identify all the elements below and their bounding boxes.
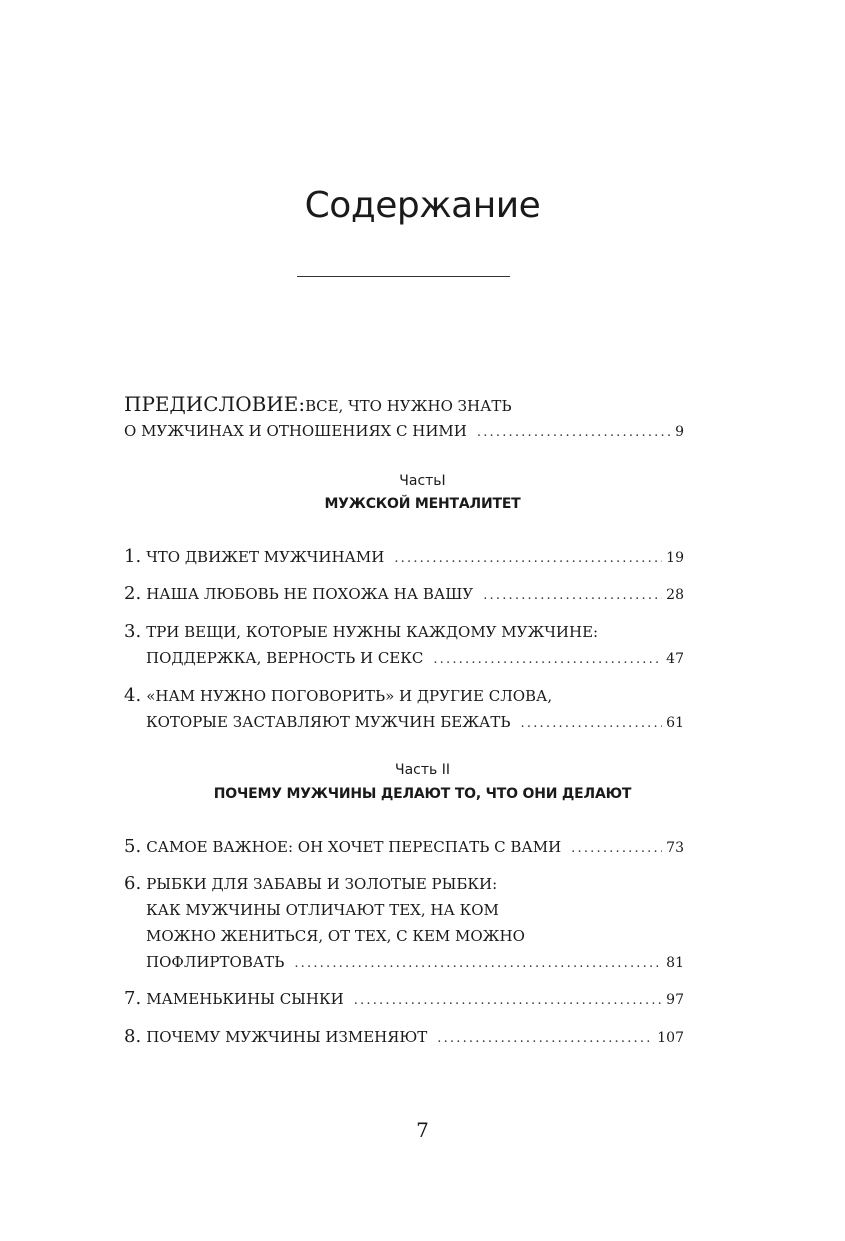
chapter-title-continued: ПОДДЕРЖКА, ВЕРНОСТЬ И СЕКС [146,649,424,667]
toc-entry-7[interactable] [124,986,684,1012]
toc-entry-4-line-1[interactable] [124,683,684,709]
chapter-number: 6. [124,873,142,894]
preface-lead: ПРЕДИСЛОВИЕ: [124,392,306,416]
chapter-title: МАМЕНЬКИНЫ СЫНКИ [146,990,344,1008]
toc-entry-1[interactable] [124,544,684,570]
part-2-label: Часть II [395,762,450,778]
chapter-title-continued: КАК МУЖЧИНЫ ОТЛИЧАЮТ ТЕХ, НА КОМ [146,901,499,919]
chapter-number: 7. [124,988,142,1009]
chapter-title: САМОЕ ВАЖНОЕ: ОН ХОЧЕТ ПЕРЕСПАТЬ С ВАМИ [146,838,562,856]
chapter-number: 1. [124,546,142,567]
part-2-title: ПОЧЕМУ МУЖЧИНЫ ДЕЛАЮТ ТО, ЧТО ОНИ ДЕЛАЮТ [213,786,632,802]
chapter-title: РЫБКИ ДЛЯ ЗАБАВЫ И ЗОЛОТЫЕ РЫБКИ: [146,875,498,893]
page-number: 9 [675,424,684,440]
chapter-title: ПОЧЕМУ МУЖЧИНЫ ИЗМЕНЯЮТ [146,1028,428,1046]
preface-title-line-1: ВСЕ, ЧТО НУЖНО ЗНАТЬ [305,397,512,415]
chapter-title: НАША ЛЮБОВЬ НЕ ПОХОЖА НА ВАШУ [146,585,474,603]
chapter-number: 5. [124,836,142,857]
chapter-title-continued: МОЖНО ЖЕНИТЬСЯ, ОТ ТЕХ, С КЕМ МОЖНО [146,927,525,945]
chapter-number: 2. [124,583,142,604]
part-1-label: ЧастьI [399,473,446,489]
page-title: Содержание [304,185,541,226]
chapter-number: 8. [124,1026,142,1047]
preface-title-line-2: О МУЖЧИНАХ И ОТНОШЕНИЯХ С НИМИ [124,422,467,440]
chapter-title-continued: КОТОРЫЕ ЗАСТАВЛЯЮТ МУЖЧИН БЕЖАТЬ [146,713,511,731]
leader-dots [394,546,662,572]
toc-entry-5[interactable] [124,834,684,860]
title-divider [297,276,510,277]
page-number: 107 [657,1030,684,1046]
leader-dots [433,647,662,673]
leader-dots [354,988,662,1014]
toc-entry-6-line-4[interactable] [146,949,684,975]
toc-entry-4-line-2[interactable] [146,709,684,735]
toc-entry-2[interactable] [124,581,684,607]
chapter-title-continued: ПОФЛИРТОВАТЬ [146,953,285,971]
page-number: 73 [666,840,684,856]
page-number: 97 [666,992,684,1008]
preface-line-2[interactable] [124,418,684,444]
toc-entry-3-line-1[interactable] [124,619,684,645]
part-1-title: МУЖСКОЙ МЕНТАЛИТЕТ [324,496,521,512]
preface-line-1 [124,391,684,417]
folio-page-number: 7 [416,1118,429,1142]
chapter-number: 4. [124,685,142,706]
page-number: 19 [666,550,684,566]
leader-dots [571,836,662,862]
toc-entry-6-line-1[interactable] [124,871,684,897]
leader-dots [437,1026,653,1052]
chapter-title: ТРИ ВЕЩИ, КОТОРЫЕ НУЖНЫ КАЖДОМУ МУЖЧИНЕ: [146,623,599,641]
toc-entry-8[interactable] [124,1024,684,1050]
page-number: 61 [666,715,684,731]
chapter-title: ЧТО ДВИЖЕТ МУЖЧИНАМИ [146,548,385,566]
page-number: 47 [666,651,684,667]
toc-entry-3-line-2[interactable] [146,645,684,671]
toc-entry-6-line-3[interactable] [146,923,684,949]
chapter-title: «НАМ НУЖНО ПОГОВОРИТЬ» И ДРУГИЕ СЛОВА, [146,687,553,705]
leader-dots [294,951,662,977]
leader-dots [477,420,671,446]
chapter-number: 3. [124,621,142,642]
leader-dots [521,711,663,737]
page-number: 81 [666,955,684,971]
toc-entry-6-line-2[interactable] [146,897,684,923]
page-number: 28 [666,587,684,603]
leader-dots [483,583,662,609]
